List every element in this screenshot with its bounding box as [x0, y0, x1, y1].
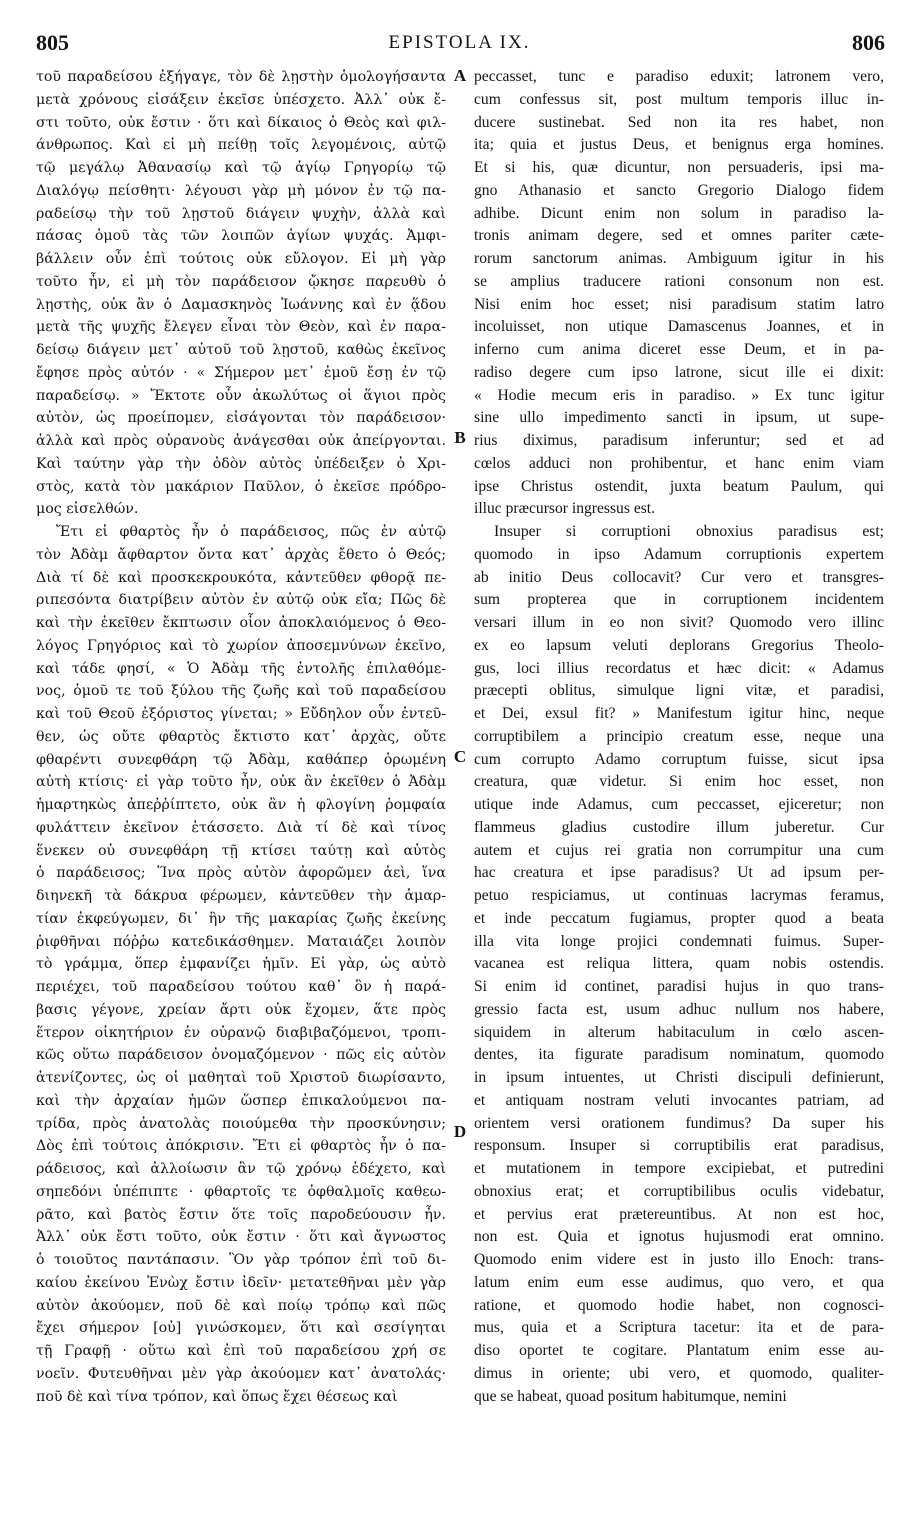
greek-text-line: τῷ μεγάλῳ Ἀθανασίῳ καὶ τῷ ἁγίῳ Γρηγορίῳ τῷ [36, 160, 446, 176]
greek-text-line: παραδείσῳ. » Ἔκτοτε οὖν ἀκωλύτως οἱ ἅγιοι πρὸς [36, 387, 446, 404]
greek-text-line: καίου ἐκείνου Ἐνὼχ ἔστιν ἰδεῖν· μετατεθῆναι μὲν γὰρ [36, 1274, 446, 1291]
latin-text-line: in ipsum intuentes, ut Christi discipuli definierunt, [474, 1069, 884, 1086]
greek-text-line: μετὰ τῆς ψυχῆς ἔλεγεν εἶναι τὸν Θεὸν, καὶ ἐν παρα- [36, 319, 446, 336]
latin-text-line: ratione, et quomodo hodie habet, non cognosci- [474, 1296, 884, 1314]
greek-text-line: ἕτερον οἰκητήριον ἐν οὐρανῷ διαβιβαζόμενοι, τροπι- [36, 1024, 446, 1041]
latin-text-line: creatura, quæ videtur. Si enim hoc esset, non [474, 773, 884, 791]
greek-text-line: καὶ τὴν ἐκεῖθεν ἔκπτωσιν οἷον ἀποκλαιόμενος ὁ Θεο- [36, 615, 446, 631]
greek-text-line: λόγος Γρηγόριος καὶ τὸ χωρίον ἀποσεμνύνων ἐκεῖνο, [36, 637, 446, 654]
greek-text-line: ἔχει σήμερον [οὐ] γινώσκομεν, ὅτι καὶ σεσίγηται [36, 1320, 446, 1337]
latin-text-line: petuo respiciamus, ut continuas lacrymas feramus, [474, 887, 884, 904]
latin-text-line: non est. Quia et ignotus hujusmodi erat omnino. [474, 1228, 884, 1246]
latin-text-line: responsum. Insuper si corruptibilis erat paradisus, [474, 1137, 884, 1155]
greek-text-line: κῶς οὕτω παράδεισον ὀνομαζόμενον · πῶς εἰς αὐτὸν [36, 1047, 446, 1064]
latin-text-column [474, 66, 884, 1408]
greek-text-line: άνθρωπος. Καὶ εἰ μὴ πείθῃ τοῖς λεγομένοις, αὐτῷ [36, 137, 446, 154]
greek-text-line: βάλλειν οὖν ἐπὶ τούτοις οὐκ εὔλογον. Εἰ μὴ γὰρ [36, 251, 446, 267]
latin-text-line: ab initio Deus collocavit? Cur vero et transgres- [474, 568, 884, 586]
latin-text-line: rorum sanctorum animas. Ambiguum igitur in his [474, 250, 884, 267]
greek-text-line: καὶ τὴν ἀρχαίαν ἡμῶν ὥσπερ ἐπικαλούμενοι πα- [36, 1092, 446, 1109]
latin-text-line: hac creatura et ipse paradisus? Ut ad ipsum per- [474, 864, 884, 882]
greek-text-line: βασις γέγονε, χρείαν ἄρτι οὐκ ἔχομεν, ἅτε πρὸς [36, 1001, 446, 1018]
latin-text-line: et pervius erat prætereuntibus. At non est hoc, [474, 1205, 884, 1223]
latin-text-line: Insuper si corruptioni obnoxius paradisus est; [494, 523, 884, 540]
latin-text-line: Si enim id continet, paradisi hujus in quo trans- [474, 978, 884, 995]
greek-text-line: αὐτὸν, ὡς προείπομεν, εἰσάγονται τὸν παράδεισον· [36, 410, 446, 427]
greek-text-line: τρίδα, πρὸς ἀνατολὰς ποιούμεθα τὴν προσκύνησιν; [36, 1115, 446, 1132]
latin-text-line: et Dei, exsul fit? » Manifestum igitur hinc, neque [474, 705, 884, 722]
latin-text-line: illuc præcursor ingressus est. [474, 500, 656, 518]
latin-text-line: mus, quia et a Scriptura tacetur: ita et de para- [474, 1319, 884, 1337]
greek-text-line: ἡμαρτηκὼς ἀπεῤῥίπτετο, οὐκ ἂν ἡ φλογίνη ῥομφαία [36, 797, 446, 813]
latin-text-line: obnoxius erat; et corruptibilibus oculis videbatur, [474, 1182, 884, 1200]
greek-text-line: στὸς, κατὰ τὸν μακάριον Παῦλον, ὁ ἐκεῖσε πρόδρο- [36, 478, 446, 495]
latin-text-line: quomodo in ipso Adamum corruptionis expertem [474, 545, 884, 563]
latin-text-line: ipse Christus ostendit, juxta beatum Paulum, qui [474, 477, 884, 495]
latin-text-line: siquidem in alterum habitaculum in cœlo ascen- [474, 1023, 884, 1041]
latin-text-line: illa vita longe projici condemnati fuimus. Super- [474, 932, 884, 950]
greek-text-line: Διαλόγῳ πείσθητι· λέγουσι γὰρ μὴ μόνον ἐν τῷ πα- [36, 182, 446, 199]
latin-text-line: incoluisset, non utique Damascenus Joannes, et in [474, 318, 884, 336]
latin-text-line: vacanea est reliqua littera, quam nobis ostendis. [474, 955, 884, 973]
greek-text-line: δείσῳ διάγειν μετ᾽ αὐτοῦ τοῦ λῃστοῦ, καθὼς ἐκεῖνος [36, 342, 446, 358]
latin-text-line: peccasset, tunc e paradiso eduxit; latronem vero, [474, 68, 884, 85]
greek-text-line: ρᾶτο, καὶ βατὸς ἔστιν ὅτε τοῖς παροδεύουσιν ἦν. [36, 1206, 446, 1223]
greek-text-line: ραδείσῳ τὴν τοῦ λῃστοῦ διάγειν ψυχὴν, ἀλλὰ καὶ [36, 205, 446, 222]
latin-text-line: cœlos adduci non prohibentur, et hanc enim viam [474, 454, 884, 472]
greek-text-line: Δὸς ἐπὶ τούτοις ἀπόκρισιν. Ἔτι εἰ φθαρτὸς ἦν ὁ πα- [36, 1138, 446, 1155]
latin-text-line: ducere sustinebat. Sed non ita res habet, non [474, 113, 884, 131]
greek-text-line: ἕνεκεν οὐ συνεφθάρη τῇ κτίσει ταύτῃ καὶ αὐτὸς [36, 842, 446, 859]
latin-text-line: dimus in oriente; ubi vero, et quomodo, qualiter- [474, 1364, 884, 1382]
latin-text-line: et mutationem in tempore excipiebat, et putredini [474, 1160, 884, 1177]
latin-text-line: rius diximus, paradisum inferuntur; sed et ad [474, 432, 884, 449]
greek-text-line: τίαν ἐκφεύγωμεν, δι᾽ ἣν τῆς μακαρίας ζωῆς ἐκείνης [36, 910, 446, 927]
greek-text-column [36, 66, 446, 1408]
greek-text-line: διηνεκῆ τὰ δάκρυα φέρωμεν, κἀντεῦθεν τὴν ἁμαρ- [36, 888, 446, 904]
margin-marker-b: B [454, 428, 466, 447]
latin-text-line: flammeus gladius custodire illum juberetur. Cur [474, 818, 884, 836]
latin-text-line: corruptibilem a principio creatum esse, neque una [474, 727, 884, 745]
greek-text-line: στι τοῦτο, οὐκ ἔστιν · ὅτι καὶ δίκαιος ὁ Θεὸς καὶ φιλ- [36, 114, 446, 131]
page-number-right: 806 [852, 30, 885, 55]
latin-text-line: adhibe. Dicunt enim non solum in paradiso la- [474, 204, 884, 222]
greek-text-line: καὶ τοῦ Θεοῦ ἐξόριστος γίνεται; » Εὔδηλον οὖν ἐντεῦ- [36, 706, 446, 722]
latin-text-line: ita; quia et justus Deus, et benignus erga homines. [474, 136, 884, 154]
margin-marker-c: C [453, 747, 467, 766]
greek-text-line: σηπεδόνι ὑπέπιπτε · φθαρτοῖς τε ὀφθαλμοῖς καθεω- [36, 1183, 446, 1200]
latin-text-line: latum enim eum esse audimus, quo vero, et qua [474, 1273, 884, 1291]
latin-text-line: versari illum in eo non sivit? Quomodo vero illinc [474, 614, 884, 631]
greek-text-line: Ἔτι εἰ φθαρτὸς ἦν ὁ παράδεισος, πῶς ἐν αὐτῷ [56, 524, 446, 540]
greek-text-line: ἀλλὰ καὶ πρὸς οὐρανοὺς ἀνάγεσθαι οὐκ ἀπείργονται. [36, 433, 446, 449]
greek-text-line: ποῦ δὲ καὶ τίνα τρόπον, καὶ ὅπως ἔχει θέσεως καὶ [36, 1388, 398, 1405]
greek-text-line: καὶ τάδε φησί, « Ὁ Ἀδὰμ τῆς ἐντολῆς ἐπιλαθόμε- [36, 660, 446, 677]
latin-text-line: Et si his, quæ dicuntur, non persuaderis, ipsi ma- [474, 159, 884, 176]
greek-text-line: ὁ τοιοῦτος παντάπασιν. Ὃν γὰρ τρόπον ἐπὶ τοῦ δι- [36, 1252, 446, 1268]
greek-text-line: ῥιφθῆναι πόῤῥω κατεδικάσθημεν. Ματαιάζει λοιπὸν [36, 933, 446, 950]
greek-text-line: τῇ Γραφῇ · οὕτω καὶ ἐπὶ τοῦ παραδείσου χρή σε [36, 1343, 446, 1359]
greek-text-line: φυλάττειν ἐκεῖνον ἐτάσσετο. Διὰ τί δὲ καὶ τίνος [36, 819, 446, 836]
latin-text-line: sum propterea que in corruptionem incidentem [474, 591, 884, 609]
greek-text-line: Καὶ ταύτην γὰρ τὴν ὁδὸν αὐτὸς ὑπέδειξεν ὁ Χρι- [36, 455, 446, 472]
latin-text-line: autem et cujus rei gratia non corrumpitur una cum [474, 841, 884, 859]
latin-text-line: Quomodo enim videre est in justo illo Enoch: trans- [474, 1251, 884, 1268]
greek-text-line: μος εἰσελθών. [36, 501, 139, 518]
greek-text-line: ράδεισος, καὶ ἀλλοίωσιν ἂν τῷ χρόνῳ ἐδέχετο, καὶ [36, 1161, 446, 1177]
greek-text-line: Διὰ τί δὲ καὶ προσκεκρουκότα, κἀντεῦθεν φθορᾷ πε- [36, 569, 446, 586]
running-title: EPISTOLA IX. [388, 32, 531, 53]
greek-text-line: μετὰ χρόνους εἰσάξειν ἐκεῖσε ὑπέσχετο. Ἀλλ᾽ οὐκ ἔ- [36, 91, 446, 108]
greek-text-line: περιέχει, τοῦ παραδείσου τούτου καθ᾽ ὃν ἡ παρά- [36, 979, 446, 995]
greek-text-line: αὐτὸν ἀκούομεν, ποῦ δὲ καὶ ποίῳ τρόπῳ καὶ πῶς [36, 1297, 446, 1314]
greek-text-line: ὁ παράδεισος; Ἵνα πρὸς αὐτὸν ἀφορῶμεν ἀεὶ, ἵνα [36, 865, 446, 882]
latin-text-line: utique inde Adamus, cum peccasset, ejiceretur; non [474, 796, 884, 813]
greek-text-line: φθαρέντι συνεφθάρη τῷ Ἀδὰμ, καθάπερ ὁρωμένη [36, 751, 446, 768]
greek-text-line: πάσας ὁμοῦ τὰς τῶν λοιπῶν ἁγίων ψυχάς. Ἀμφι- [36, 228, 446, 245]
margin-marker-a: A [453, 66, 467, 85]
latin-text-line: « Hodie mecum eris in paradiso. » Ex tunc igitur [474, 386, 884, 404]
latin-text-line: dentes, ita figurate paradisum nominatum, quomodo [474, 1046, 884, 1064]
greek-text-line: ἀτενίζοντες, ὡς οἱ μαθηταὶ τοῦ Χριστοῦ διωρίσαντο, [36, 1070, 446, 1086]
latin-text-line: Nisi enim hoc esset; nisi paradisum statim latro [474, 295, 884, 313]
margin-marker-d: D [453, 1122, 467, 1141]
greek-text-line: ἔφησε πρὸς αὐτόν · « Σήμερον μετ᾽ ἐμοῦ ἔσῃ ἐν τῷ [36, 364, 446, 381]
latin-text-line: gno Athanasio et sancto Gregorio Dialogo fidem [474, 181, 884, 199]
latin-text-line: sine ullo impedimento sancti in ipsum, ut supe- [474, 409, 884, 427]
latin-text-line: inferno cum anima diceret esse Deum, et in pa- [474, 341, 884, 358]
greek-text-line: αὐτὴ κτίσις· εἰ γὰρ τοῦτο ἦν, οὐκ ἂν ἐκεῖθεν ὁ Ἀδὰμ [36, 774, 446, 791]
latin-text-line: cum confessus sit, post multum temporis illuc in- [474, 90, 884, 108]
page-number-left: 805 [36, 30, 69, 55]
latin-text-line: gressio facta est, usum adhuc nullum nos habere, [474, 1000, 884, 1018]
latin-text-line: radiso degere cum ipso latrone, sicut ille ei dixit: [474, 363, 884, 381]
latin-text-line: se amplius traducere rationi consonum non est. [474, 272, 884, 290]
greek-text-line: τὸ γράμμα, ὅπερ ἐμφανίζει ἡμῖν. Εἰ γὰρ, ὡς αὐτὸ [36, 956, 446, 973]
latin-text-line: gus, loci illius recordatus et hæc dicit: « Adamus [474, 659, 884, 677]
greek-text-line: τοῦτο ἦν, εἰ μὴ τὸν παράδεισον ᾤκησε παρευθὺ ὁ [36, 273, 446, 290]
greek-text-line: νος, ὁμοῦ τε τοῦ ξύλου τῆς ζωῆς καὶ τοῦ παραδείσου [36, 683, 446, 700]
greek-text-line: λῃστὴς, οὐκ ἂν ὁ Δαμασκηνὸς Ἰωάννης καὶ ἐν ᾅδου [36, 296, 446, 313]
running-header [0, 30, 919, 60]
greek-text-line: θεν, ὡς οὔτε φθαρτὸς ἔκτιστο κατ᾽ ἀρχὰς, οὔτε [36, 728, 446, 745]
latin-text-line: orientem versi orationem fundimus? Da super his [474, 1114, 884, 1132]
latin-text-line: tronis animam degere, sed et omnes pariter cæte- [474, 227, 884, 245]
latin-text-line: que se habeat, quoad positum habitumque, nemini [474, 1387, 787, 1405]
latin-text-line: præcepti oblitus, simulque ligni vitæ, et paradisi, [474, 682, 884, 700]
latin-text-line: et inde peccatum fugiamus, propter quod a beata [474, 909, 884, 927]
greek-text-line: τοῦ παραδείσου ἐξήγαγε, τὸν δὲ λῃστὴν ὁμολογήσαντα [36, 69, 446, 85]
greek-text-line: Ἀλλ᾽ οὐκ ἔστι τοῦτο, οὐκ ἔστιν · ὅτι καὶ ἄγνωστος [36, 1229, 446, 1246]
latin-text-line: et antiquam nostram veluti invocantes patriam, ad [474, 1091, 884, 1109]
latin-text-line: cum corrupto Adamo corruptum fuisse, sicut ipsa [474, 750, 884, 768]
latin-text-line: ex eo lapsum veluti deplorans Gregorius Theolo- [474, 636, 884, 654]
latin-text-line: diso oportet te cogitare. Plantatum enim esse au- [474, 1342, 884, 1359]
greek-text-line: νοεῖν. Φυτευθῆναι μὲν γὰρ ἀκούομεν κατ᾽ ἀνατολάς· [36, 1365, 446, 1382]
greek-text-line: ριπεσόντα διατρίβειν αὐτὸν ἐν αὐτῷ οὐκ εἴα; Πῶς δὲ [36, 592, 446, 609]
greek-text-line: τὸν Ἀδὰμ ἄφθαρτον ὄντα κατ᾽ ἀρχὰς ἔθετο ὁ Θεός; [36, 546, 446, 563]
